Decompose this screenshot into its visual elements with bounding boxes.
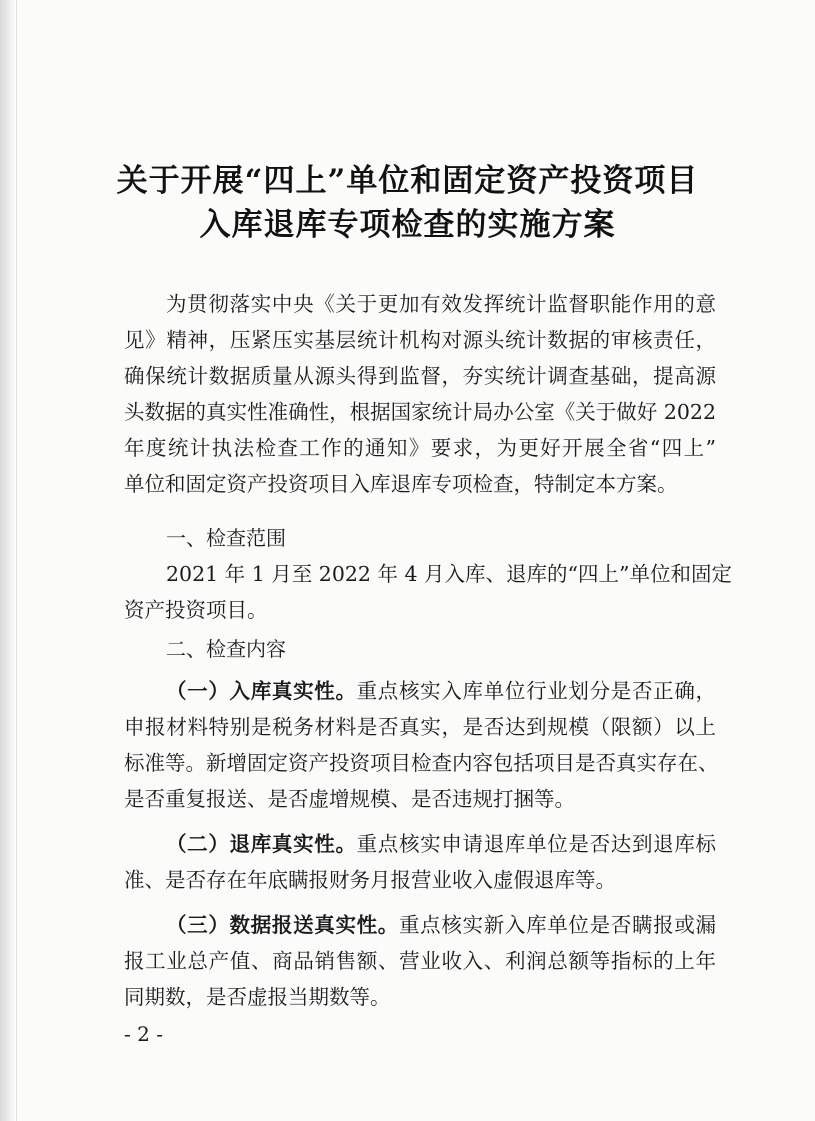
item-1-first-line [166,673,716,709]
item-1-line-3: 标准等。新增固定资产投资项目检查内容包括项目是否真实存在、 [124,751,719,775]
item-1-first-line-text: 重点核实入库单位行业划分是否正确， [356,679,717,703]
item-2-first-line-text: 重点核实申请退库单位是否达到退库标 [356,832,717,856]
item-1-label: （一）入库真实性。 [166,679,357,703]
page-number: - 2 - [124,1022,163,1046]
item-1-line-4: 是否重复报送、是否虚增规模、是否违规打捆等。 [124,787,575,811]
document-title-line-2: 入库退库专项检查的实施方案 [199,207,616,243]
item-3-first-line [166,907,716,943]
item-3-first-line-text: 重点核实新入库单位是否瞒报或漏 [398,913,717,937]
intro-line-3: 确保统计数据质量从源头得到监督，夯实统计调查基础，提高源 [124,364,716,388]
item-2-label: （二）退库真实性。 [166,832,357,856]
item-2-first-line [166,826,716,862]
intro-line-1: 为贯彻落实中央《关于更加有效发挥统计监督职能作用的意 [166,292,716,316]
intro-line-6: 单位和固定资产投资项目入库退库专项检查，特制定本方案。 [124,472,678,496]
intro-line-2: 见》精神，压紧压实基层统计机构对源头统计数据的审核责任， [124,328,716,352]
item-1-line-2: 申报材料特别是税务材料是否真实，是否达到规模（限额）以上 [124,715,716,739]
item-3-label: （三）数据报送真实性。 [166,913,399,937]
section-1-heading: 一、检查范围 [166,526,286,550]
document-title-line-1: 关于开展“四上”单位和固定资产投资项目 [116,163,699,199]
intro-line-4: 头数据的真实性准确性，根据国家统计局办公室《关于做好 2022 [124,400,716,424]
item-2-line-2: 准、是否存在年底瞒报财务月报营业收入虚假退库等。 [124,868,616,892]
section-1-line-2: 资产投资项目。 [124,598,268,622]
section-1-line-1: 2021 年 1 月至 2022 年 4 月入库、退库的“四上”单位和固定 [166,562,733,586]
section-2-heading: 二、检查内容 [166,637,286,661]
item-3-line-2: 报工业总产值、商品销售额、营业收入、利润总额等指标的上年 [124,949,716,973]
item-3-line-3: 同期数，是否虚报当期数等。 [124,985,391,1009]
intro-line-5: 年度统计执法检查工作的通知》要求，为更好开展全省“四上” [124,436,716,460]
